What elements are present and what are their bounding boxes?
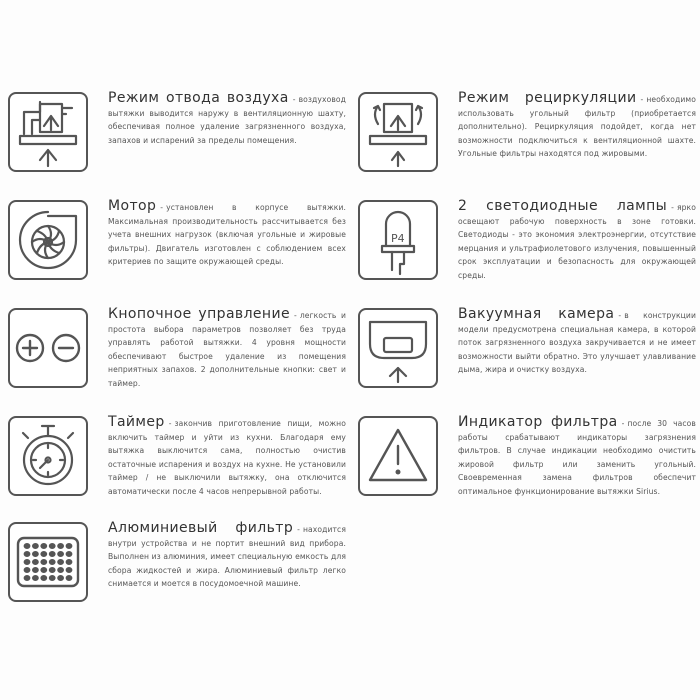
separator: - xyxy=(294,311,297,320)
led-label: P4 xyxy=(391,232,405,245)
filter-mesh-hole xyxy=(24,543,31,549)
plus-minus-buttons-icon xyxy=(8,308,88,388)
filter-mesh-hole xyxy=(57,551,64,557)
stopwatch-icon xyxy=(8,416,88,496)
filter-mesh-hole xyxy=(24,567,31,573)
feature-title: Таймер xyxy=(108,414,165,430)
filter-mesh-hole xyxy=(66,575,73,581)
filter-mesh-hole xyxy=(24,559,31,565)
aluminum-filter-grid-icon xyxy=(8,522,88,602)
feature-text xyxy=(458,200,696,282)
filter-mesh-hole xyxy=(66,567,73,573)
feature-led-lamps xyxy=(358,200,698,300)
filter-mesh-hole xyxy=(32,543,39,549)
warning-triangle-icon xyxy=(358,416,438,496)
filter-mesh-hole xyxy=(57,567,64,573)
filter-mesh-hole xyxy=(49,559,56,565)
feature-text xyxy=(108,92,346,147)
filter-mesh-hole xyxy=(40,543,47,549)
feature-exhaust-mode xyxy=(8,92,348,192)
feature-description: после 30 часов работы срабатывают индикаторы загрязнения фильтров. В случае индикации необходимо очистить жировой фильтр или заменить угольный. Своевременная замена фильтров обеспечит оптимальное функционирование вытяжки Sirius. xyxy=(458,419,697,496)
filter-mesh-hole xyxy=(49,551,56,557)
feature-title: Вакуумная камера xyxy=(458,306,615,322)
feature-description: ярко освещают рабочую поверхность в зоне готовки. Светодиоды - это экономия электроэнергии, отсутствие мерцания и ультрафиолетового излучения, повышенный срок эксплуатации и безопасность для окружающей среды. xyxy=(458,203,696,280)
feature-title: Режим рециркуляции xyxy=(458,90,637,106)
separator: - xyxy=(160,203,164,212)
filter-mesh-hole xyxy=(40,567,47,573)
feature-title: Индикатор фильтра xyxy=(458,414,618,430)
feature-title: Мотор xyxy=(108,198,157,214)
motor-fan-icon xyxy=(8,200,88,280)
feature-description: в конструкции модели предусмотрена специальная камера, в которой поток загрязненного воздуха закручивается и не имеет возможности выйти обратно. Это улучшает улавливание дыма, жира и очистку воздуха. xyxy=(458,311,696,374)
filter-mesh-hole xyxy=(49,567,56,573)
feature-text xyxy=(108,308,346,390)
filter-mesh-hole xyxy=(40,559,47,565)
feature-text xyxy=(108,522,346,591)
feature-title: Режим отвода воздуха xyxy=(108,90,289,106)
vacuum-chamber-icon xyxy=(358,308,438,388)
feature-description: необходимо использовать угольный фильтр (приобретается дополнительно). Рециркуляция подойдет, когда нет возможности подключиться к вентиляционной шахте. Угольные фильтры находятся под жировыми. xyxy=(458,95,696,158)
filter-mesh-hole xyxy=(40,551,47,557)
feature-vacuum-chamber xyxy=(358,308,698,408)
feature-text xyxy=(458,416,696,498)
feature-text xyxy=(458,308,696,377)
filter-mesh-hole xyxy=(49,575,56,581)
filter-mesh-hole xyxy=(66,551,73,557)
feature-title: Алюминиевый фильтр xyxy=(108,520,294,536)
led-lamp-icon xyxy=(358,200,438,280)
separator: - xyxy=(168,419,172,428)
feature-text xyxy=(458,92,696,161)
separator: - xyxy=(618,311,622,320)
feature-aluminum-filter xyxy=(8,522,348,622)
separator: - xyxy=(640,95,644,104)
filter-mesh-hole xyxy=(66,559,73,565)
filter-mesh-hole xyxy=(24,551,31,557)
feature-description: установлен в корпусе вытяжки. Максимальная производительность рассчитывается без учета внешних нагрузок (включая угольные и жировые фильтры). Двигатель изготовлен с соблюдением всех критериев по защите окружающей среды. xyxy=(108,203,346,266)
feature-description: воздуховод вытяжки выводится наружу в вентиляционную шахту, обеспечивая полное удаление загрязненного воздуха, запахов и испарений за пределы помещения. xyxy=(108,95,346,145)
filter-mesh-hole xyxy=(57,559,64,565)
filter-mesh-hole xyxy=(57,543,64,549)
feature-description: закончив приготовление пищи, можно включить таймер и уйти из кухни. Благодаря ему вытяжка выключится сама, полностью очистив остаточные испарения и воздух на кухне. Не установили таймер / не выключили вытяжку, она отключится автоматически после 4 часов непрерывной работы. xyxy=(108,419,346,496)
separator: - xyxy=(292,95,296,104)
feature-timer xyxy=(8,416,348,516)
feature-text xyxy=(108,416,346,498)
filter-mesh-hole xyxy=(32,575,39,581)
separator: - xyxy=(297,525,300,534)
filter-mesh-hole xyxy=(49,543,56,549)
exhaust-mode-icon xyxy=(8,92,88,172)
filter-mesh-hole xyxy=(32,567,39,573)
filter-mesh-hole xyxy=(24,575,31,581)
feature-title: 2 светодиодные лампы xyxy=(458,198,668,214)
feature-filter-indicator xyxy=(358,416,698,516)
feature-motor xyxy=(8,200,348,300)
recirculation-mode-icon xyxy=(358,92,438,172)
feature-recirculation-mode xyxy=(358,92,698,192)
filter-mesh-hole xyxy=(32,551,39,557)
feature-text xyxy=(108,200,346,269)
separator: - xyxy=(671,203,674,212)
feature-description: легкость и простота выбора параметров позволяет без труда управлять работой вытяжки. 4 уровня мощности обеспечивают быстрое удаление из помещения неприятных запахов. 2 дополнительные кнопки: свет и таймер. xyxy=(108,311,346,388)
filter-mesh-hole xyxy=(40,575,47,581)
filter-mesh-hole xyxy=(66,543,73,549)
filter-mesh-hole xyxy=(32,559,39,565)
feature-button-control xyxy=(8,308,348,408)
feature-title: Кнопочное управление xyxy=(108,306,290,322)
filter-mesh-hole xyxy=(57,575,64,581)
feature-description: находится внутри устройства и не портит внешний вид прибора. Выполнен из алюминия, имеет специальную емкость для сбора жидкостей и жира. Алюминиевый фильтр легко снимается и моется в посудомоечной машине. xyxy=(108,525,346,588)
separator: - xyxy=(621,419,625,428)
